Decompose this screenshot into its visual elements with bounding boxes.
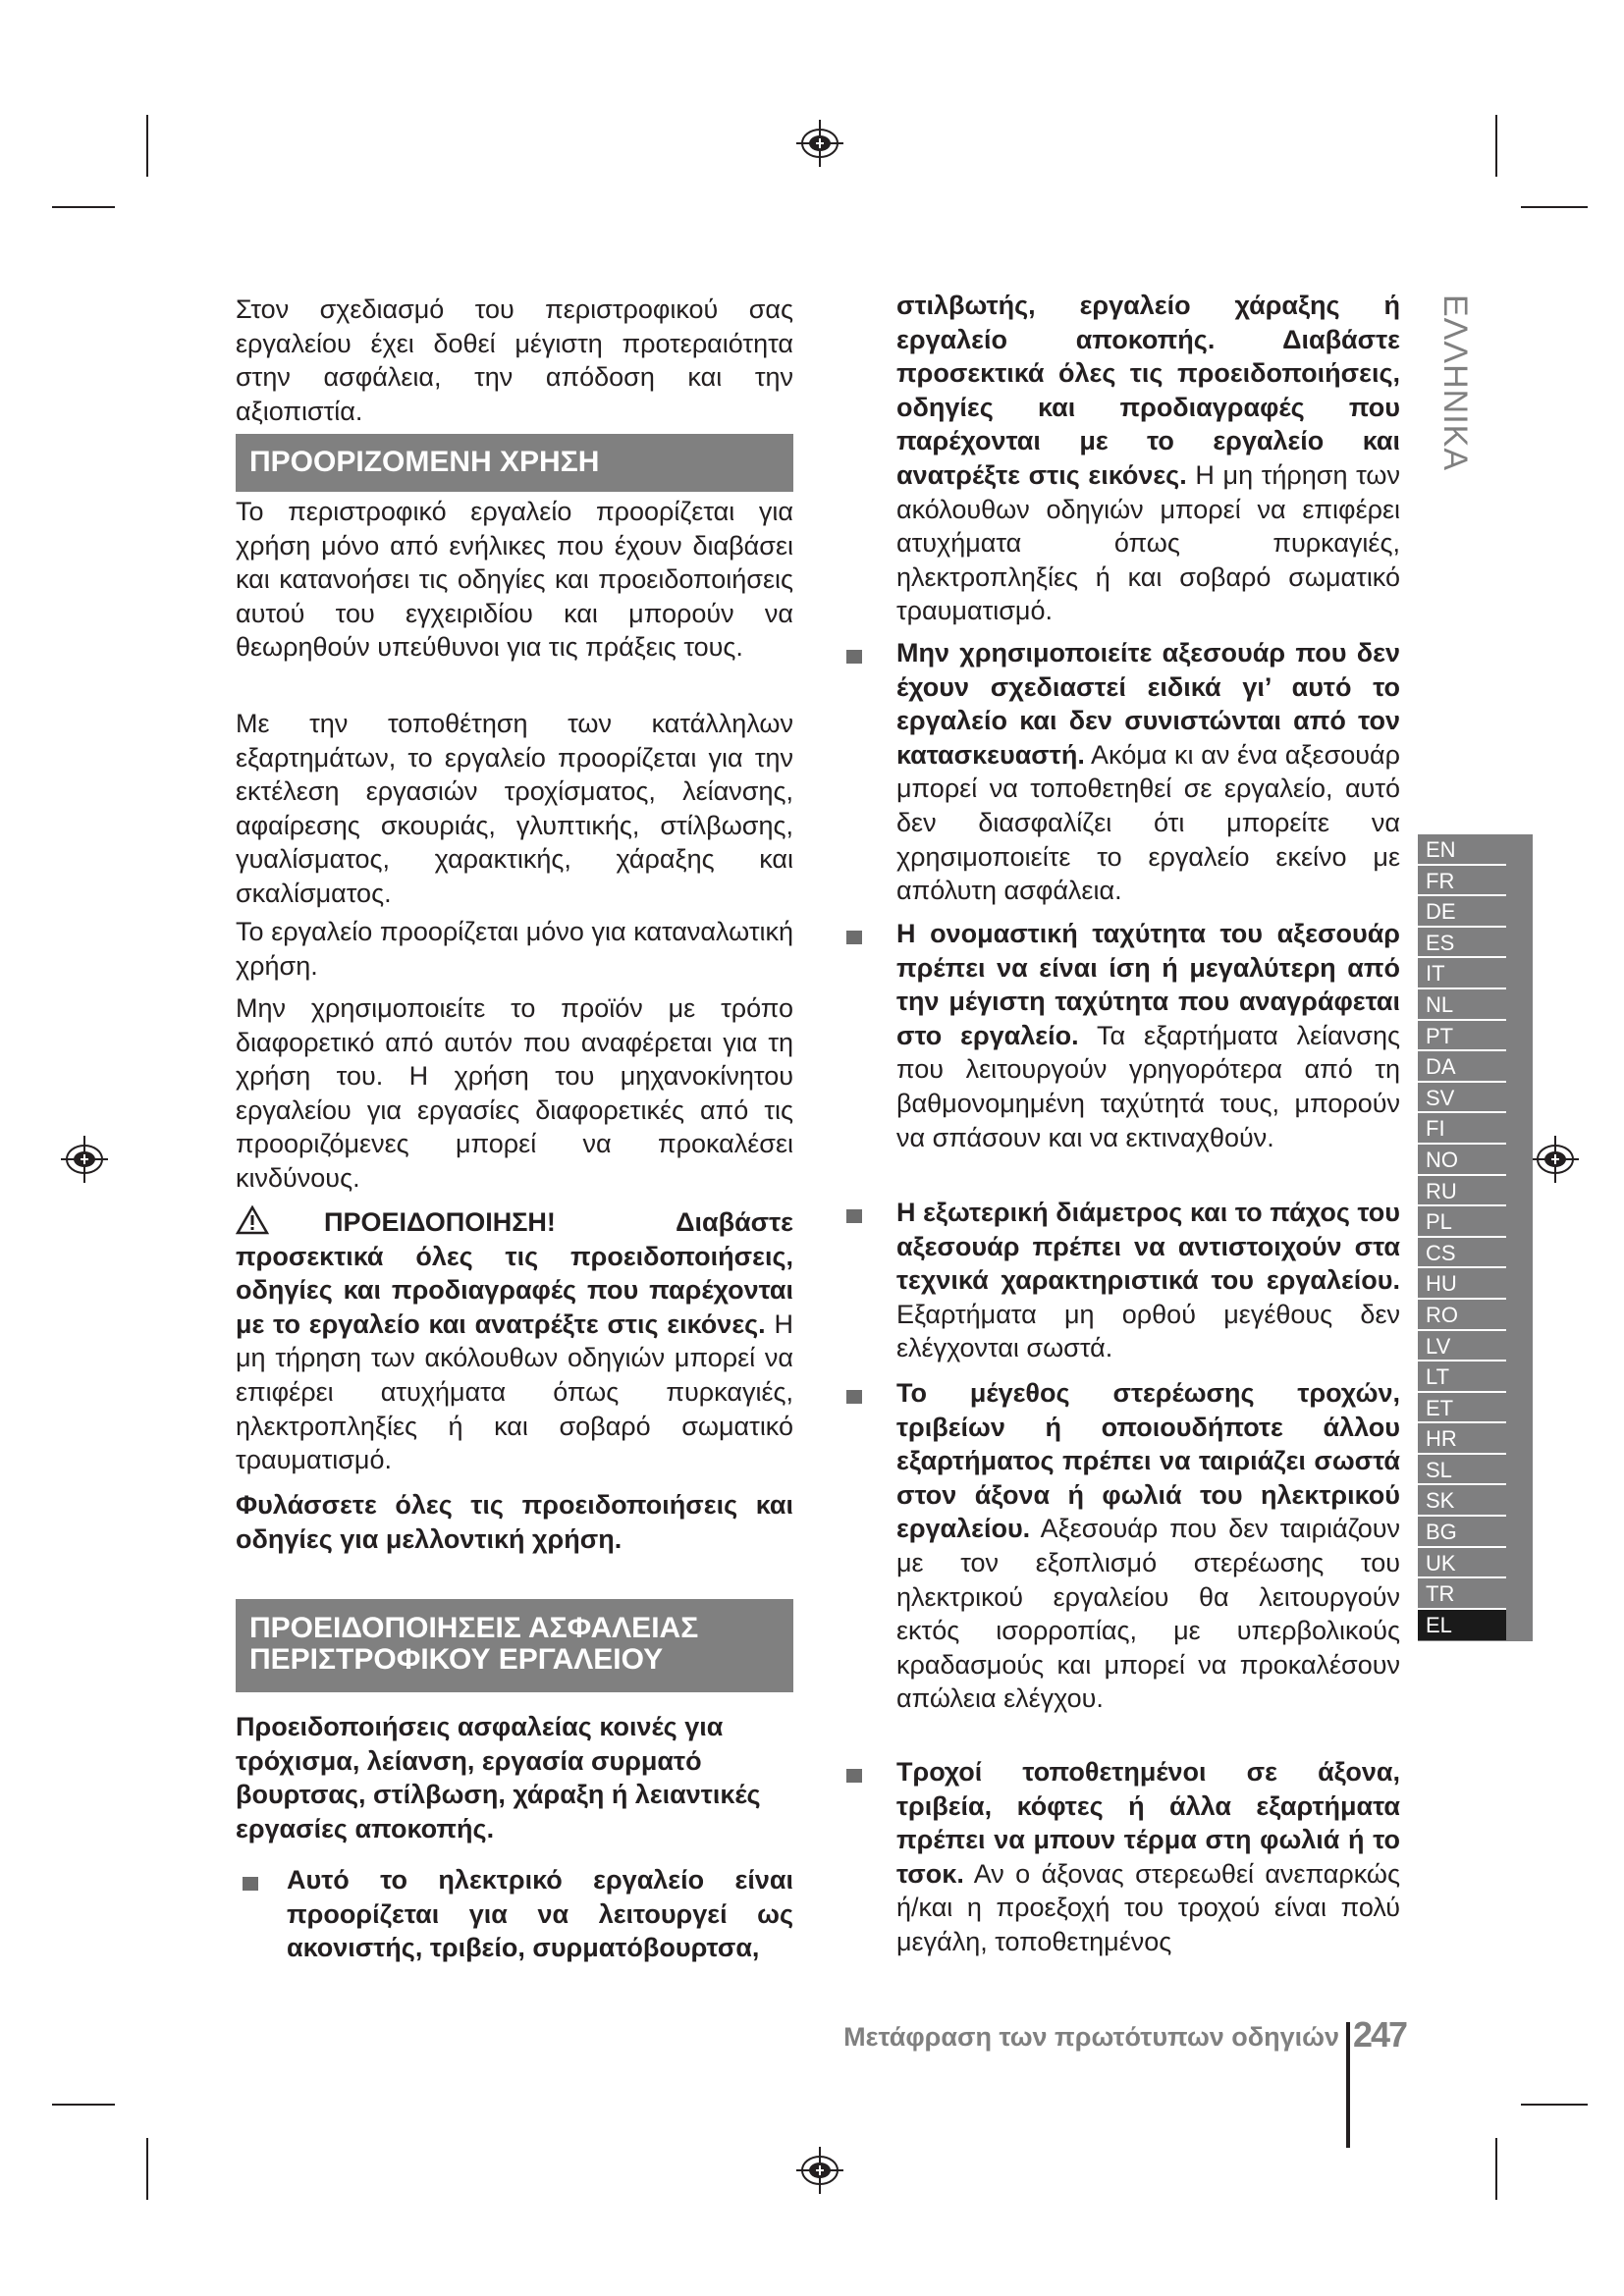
language-tab-tr: TR [1418,1578,1506,1610]
language-tab-ro: RO [1418,1300,1506,1331]
section-header-safety-warnings [236,1599,793,1692]
page-number: 247 [1353,2014,1407,2055]
bullet-icon [846,1390,862,1404]
crop-mark [52,2104,115,2106]
language-tab-cs: CS [1418,1238,1506,1269]
language-tab-nl: NL [1418,989,1506,1021]
registration-mark-icon [794,2145,845,2196]
language-tab-no: NO [1418,1145,1506,1176]
bullet-item: Αυτό το ηλεκτρικό εργαλείο είναι προορίζεται για να λειτουργεί ως ακονιστής, τριβείο, συρματόβουρτσα, [287,1865,793,1963]
intro-paragraph: Στον σχεδιασμό του περιστροφικού σας εργαλείου έχει δοθεί μέγιστη προτεραιότητα στην ασφάλεια, την απόδοση και την αξιοπιστία. [236,294,793,426]
language-index [1418,834,1533,1641]
crop-mark [1495,2138,1497,2200]
page-divider [1346,2022,1350,2148]
footer-text: Μετάφραση των πρωτότυπων οδηγιών [843,2022,1339,2052]
language-tab-da: DA [1418,1051,1506,1083]
header-line: ΠΕΡΙΣΤΡΟΦΙΚΟΥ ΕΡΓΑΛΕΙΟΥ [249,1643,664,1676]
warning-text: Η μη τήρηση των ακόλουθων οδηγιών μπορεί να επιφέρει ατυχήματα όπως πυρκαγιές, ηλεκτροπληξίες ή και σοβαρό σωματικό τραυματισμό. [236,1308,794,1475]
bold-text: Η εξωτερική διάμετρος και το πάχος του αξεσουάρ πρέπει να αντιστοιχούν στα τεχνικά χαρακτηριστικά του εργαλείου. [896,1198,1400,1296]
language-tab-lt: LT [1418,1362,1506,1393]
text: Εξαρτήματα μη ορθού μεγέθους δεν ελέγχονται σωστά. [896,1299,1400,1363]
crop-mark [1521,206,1588,208]
warning-bold-text: ΠΡΟΕΙΔΟΠΟΙΗΣΗ! Διαβάστε προσεκτικά όλες τις προειδοποιήσεις, οδηγίες και προδιαγραφές που παρέχονται με το εργαλείο και ανατρέξτε στις εικόνες. [236,1207,793,1339]
language-tab-hu: HU [1418,1268,1506,1300]
crop-mark [1495,115,1497,177]
bullet-icon [846,650,862,664]
bullet-icon [846,1769,862,1783]
misuse-paragraph: Μην χρησιμοποιείτε το προϊόν με τρόπο διαφορετικό από αυτόν που αναφέρεται για τη χρήση του. Η χρήση του μηχανοκίνητου εργαλείου για εργασίες διαφορετικές από τις προοριζόμενες μπορεί να προκαλέσει κινδύνους. [236,993,793,1193]
bullet-item [896,917,1400,1154]
text: Αν ο άξονας στερεωθεί ανεπαρκώς ή/και η προεξοχή του τροχού είναι πολύ μεγάλη, τοποθετημένος [896,1858,1400,1956]
section-header-intended-use: ΠΡΟΟΡΙΖΟΜΕΝΗ ΧΡΗΣΗ [236,434,793,492]
bullet-icon [243,1877,258,1891]
language-tab-it: IT [1418,958,1506,989]
language-tab-ru: RU [1418,1176,1506,1207]
crop-mark [52,206,115,208]
warning-paragraph [236,1205,793,1477]
language-tab-bg: BG [1418,1517,1506,1548]
registration-mark-icon [1530,1134,1581,1185]
bullet-item [896,1755,1400,1959]
text: Αξεσουάρ που δεν ταιριάζουν με τον εξοπλισμό στερέωσης του ηλεκτρικού εργαλείου θα λειτουργούν εκτός ισορροπίας, με υπερβολικούς κραδασμούς και μπορεί να προκαλέσουν απώλεια ελέγχου. [896,1514,1400,1714]
bullet-icon [846,1209,862,1223]
consumer-use-paragraph: Το εργαλείο προορίζεται μόνο για καταναλωτική χρήση. [236,917,793,981]
bullet-item [896,1376,1400,1716]
bullet-icon [846,931,862,944]
language-tab-lv: LV [1418,1331,1506,1362]
language-tab-en: EN [1418,834,1506,866]
bold-text: Η ονομαστική ταχύτητα του αξεσουάρ πρέπει να είναι ίση ή μεγαλύτερη από την μέγιστη ταχύτητα που αναγράφεται στο εργαλείο. [896,919,1400,1050]
text: Η μη τήρηση των ακόλουθων οδηγιών μπορεί να επιφέρει ατυχήματα όπως πυρκαγιές, ηλεκτροπληξίες ή και σοβαρό σωματικό τραυματισμό. [896,459,1400,626]
language-tab-el: EL [1418,1610,1506,1641]
header-line: ΠΡΟΕΙΔΟΠΟΙΗΣΕΙΣ ΑΣΦΑΛΕΙΑΣ [249,1612,699,1644]
language-tab-es: ES [1418,928,1506,959]
bold-text: Τροχοί τοποθετημένοι σε άξονα, τριβεία, κόφτες ή άλλα εξαρτήματα πρέπει να μπουν τέρμα στη φωλιά ή το τσοκ. [896,1757,1400,1889]
text: Ακόμα κι αν ένα αξεσουάρ μπορεί να τοποθετηθεί σε εργαλείο, αυτό δεν διασφαλίζει ότι μπορείτε να χρησιμοποιείτε το εργαλείο εκείνο με απόλυτη ασφάλεια. [896,739,1400,906]
crop-mark [1521,2104,1588,2106]
bullet-continuation [896,289,1400,628]
language-tab-sl: SL [1418,1455,1506,1486]
language-tab-pt: PT [1418,1021,1506,1052]
language-tab-sk: SK [1418,1485,1506,1517]
language-tab-hr: HR [1418,1423,1506,1455]
bullet-item [896,636,1400,908]
registration-mark-icon [794,118,845,169]
registration-mark-icon [59,1134,110,1185]
language-tab-et: ET [1418,1393,1506,1424]
crop-mark [146,115,148,177]
text: Τα εξαρτήματα λείανσης που λειτουργούν γρηγορότερα από τη βαθμονομημένη ταχύτητά τους, μπορούν να σπάσουν και να εκτιναχθούν. [896,1020,1400,1152]
crop-mark [146,2138,148,2200]
language-tab-fi: FI [1418,1113,1506,1145]
bold-text: Το μέγεθος στερέωσης τροχών, τριβείων ή οποιουδήποτε άλλου εξαρτήματος πρέπει να ταιριάζει σωστά στον άξονα ή φωλιά του ηλεκτρικού εργαλείου. [896,1378,1400,1544]
bold-text: στιλβωτής, εργαλείο χάραξης ή εργαλείο αποκοπής. Διαβάστε προσεκτικά όλες τις προειδοποιήσεις, οδηγίες και προδιαγραφές που παρέχονται με το εργαλείο και ανατρέξτε στις εικόνες. [896,291,1400,490]
language-tab-de: DE [1418,896,1506,928]
language-title: ΕΛΛΗΝΙΚΑ [1436,294,1474,472]
accessories-paragraph: Με την τοποθέτηση των κατάλληλων εξαρτημάτων, το εργαλείο προορίζεται για την εκτέλεση εργασιών τροχίσματος, λείανσης, αφαίρεσης σκουριάς, γλυπτικής, στίλβωσης, γυαλίσματος, χαρακτικής, χάραξης και σκαλίσματος. [236,709,793,908]
warning-triangle-icon [236,1205,269,1235]
intended-use-paragraph: Το περιστροφικό εργαλείο προορίζεται για χρήση μόνο από ενήλικες που έχουν διαβάσει και κατανοήσει τις οδηγίες και προειδοποιήσεις αυτού του εγχειριδίου και μπορούν να θεωρηθούν υπεύθυνοι για τις πράξεις τους. [236,497,793,663]
bold-text: Μην χρησιμοποιείτε αξεσουάρ που δεν έχουν σχεδιαστεί ειδικά γι’ αυτό το εργαλείο και δεν συνιστώνται από τον κατασκευαστή. [896,638,1400,770]
keep-instructions: Φυλάσσετε όλες τις προειδοποιήσεις και οδηγίες για μελλοντική χρήση. [236,1490,793,1554]
language-tab-fr: FR [1418,866,1506,897]
bullet-item [896,1196,1400,1365]
safety-subheading: Προειδοποιήσεις ασφαλείας κοινές για τρόχισμα, λείανση, εργασία συρματό βουρτσας, στίλβωση, χάραξη ή λειαντικές εργασίες αποκοπής. [236,1712,761,1843]
language-tab-uk: UK [1418,1548,1506,1579]
language-tab-pl: PL [1418,1206,1506,1238]
language-tab-sv: SV [1418,1083,1506,1114]
